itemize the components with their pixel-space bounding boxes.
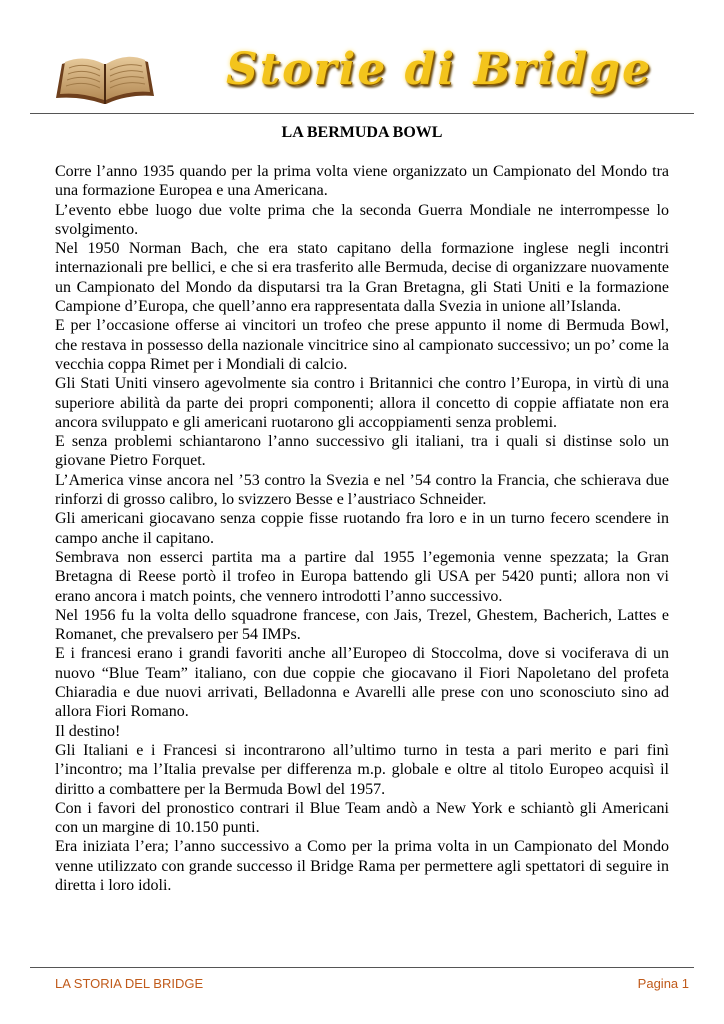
paragraph: E i francesi erano i grandi favoriti anche all’Europeo di Stoccolma, dove si vociferava di un nuovo “Blue Team” italiano, con due coppie che giocavano il Fiori Napoletano del profeta Chiaradia e due nuovi arrivati, Belladonna e Avarelli alle prese con uno sconosciuto sino ad allora Fiori Romano.	[55, 645, 669, 721]
header-divider	[30, 113, 694, 114]
paragraph: Era iniziata l’era; l’anno successivo a Como per la prima volta in un Campionato del Mondo venne utilizzato con grande successo il Bridge Rama per permettere agli spettatori di seguire in diretta i loro idoli.	[55, 838, 669, 894]
page-number: Pagina 1	[637, 976, 689, 991]
paragraph: Sembrava non esserci partita ma a partire dal 1955 l’egemonia venne spezzata; la Gran Bretagna di Reese portò il trofeo in Europa battendo gli USA per 5420 punti; allora non vi erano ancora i match points, che vennero introdotti l’anno successivo.	[55, 548, 669, 605]
paragraph: L’evento ebbe luogo due volte prima che la seconda Guerra Mondiale ne interrompesse lo svolgimento.	[55, 201, 669, 238]
paragraph: Gli americani giocavano senza coppie fisse ruotando fra loro e in un turno fecero scendere in campo anche il capitano.	[55, 510, 669, 547]
footer-divider	[30, 967, 694, 968]
page-header	[0, 0, 724, 118]
paragraph: Con i favori del pronostico contrari il Blue Team andò a New York e schiantò gli Americani con un margine di 10.150 punti.	[55, 799, 669, 837]
paragraph: E senza problemi schiantarono l’anno successivo gli italiani, tra i quali si distinse solo un giovane Pietro Forquet.	[55, 433, 669, 470]
open-book-icon	[54, 50, 156, 106]
paragraph: L’America vinse ancora nel ’53 contro la Svezia e nel ’54 contro la Francia, che schierava due rinforzi di grosso calibro, lo svizzero Besse e l’austriaco Schneider.	[55, 471, 669, 509]
paragraph: E per l’occasione offerse ai vincitori un trofeo che prese appunto il nome di Bermuda Bowl, che restava in possesso della nazionale vincitrice sino al campionato successivo; un po’ come la vecchia coppa Rimet per i Mondiali di calcio.	[55, 317, 669, 373]
paragraph: Nel 1956 fu la volta dello squadrone francese, con Jais, Trezel, Ghestem, Bacherich, Lattes e Romanet, che prevalsero per 54 IMPs.	[55, 606, 669, 644]
footer-title: LA STORIA DEL BRIDGE	[55, 976, 204, 991]
paragraph: Gli Stati Uniti vinsero agevolmente sia contro i Britannici che contro l’Europa, in virtù di una superiore abilità da parte dei propri componenti; allora il concetto di coppie affiatate non era ancora sviluppato e gli americani ruotarono gli accoppiamenti senza problemi.	[55, 375, 669, 431]
paragraph: Gli Italiani e i Francesi si incontrarono all’ultimo turno in testa a pari merito e pari finì l’incontro; ma l’Italia prevalse per differenza m.p. globale e oltre al titolo Europeo acquisì il diritto a combattere per la Bermuda Bowl del 1957.	[55, 741, 669, 798]
paragraph: Corre l’anno 1935 quando per la prima volta viene organizzato un Campionato del Mondo tra una formazione Europea e una Americana.	[55, 163, 669, 200]
paragraph: Il destino!	[55, 722, 121, 740]
site-logo: Storie di Bridge	[226, 44, 653, 95]
article-body	[55, 162, 669, 895]
paragraph: Nel 1950 Norman Bach, che era stato capitano della formazione inglese negli incontri internazionali pre bellici, e che si era trasferito alle Bermuda, decise di organizzare nuovamente un Campionato del Mondo da disputarsi tra la Gran Bretagna, gli Stati Uniti e la formazione Campione d’Europa, che quell’anno era rappresentata dalla Svezia in unione all’Islanda.	[55, 240, 669, 316]
page-title: LA BERMUDA BOWL	[281, 124, 443, 141]
